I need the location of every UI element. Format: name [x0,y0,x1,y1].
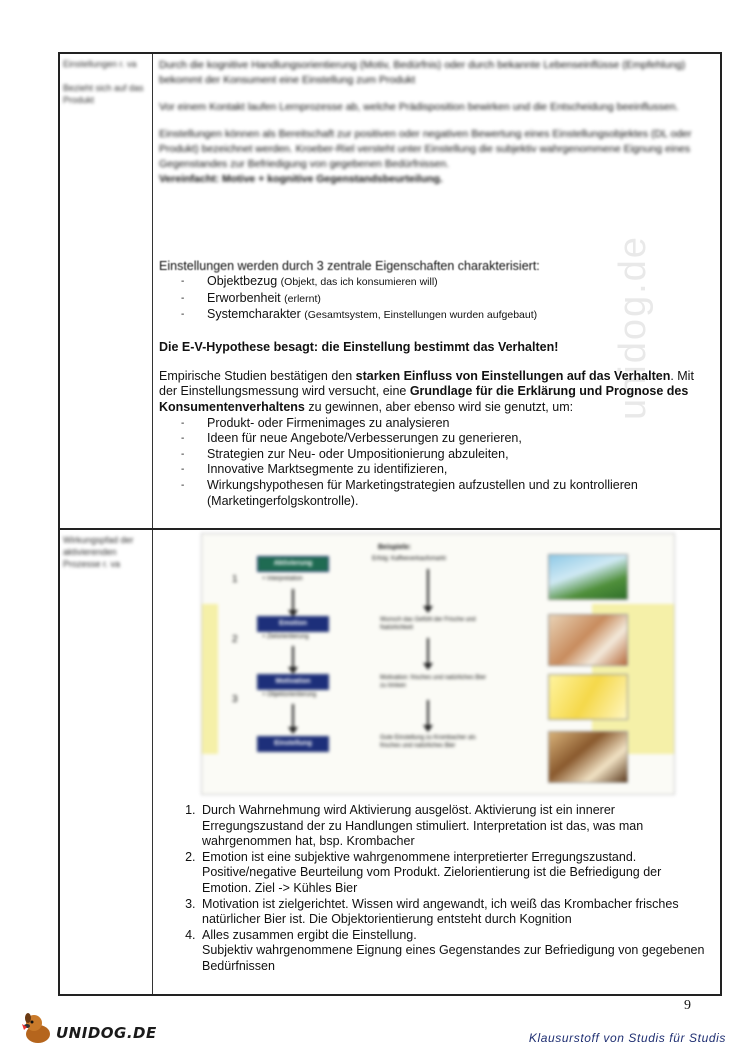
list-item: - Ideen für neue Angebote/Verbesserungen zu generieren, [181,431,714,447]
step-desc: Wunsch das Gefühl der Frische und Natürlichkeit [380,617,476,631]
footer-tagline: Klausurstoff von Studis für Studis [528,1031,726,1045]
text-span: Empirische Studien bestätigen den [159,368,356,383]
list-item [181,291,714,308]
step-number: 1 [232,574,238,585]
properties-list [159,274,714,324]
property-note: (erlernt) [284,292,321,305]
visible-text-block [159,259,714,509]
row-label-cell [60,530,153,994]
list-item: - Innovative Marktsegmente zu identifizieren, [181,462,714,478]
arrow-down-icon [427,700,429,726]
blurred-paragraph-1: Durch die kognitive Handlungsorientierung (Motiv, Bedürfnis) oder durch bekannte Lebenseinflüsse (Empfehlung) bekommt der Konsument eine Einstellung zum Produkt [159,59,686,86]
step-sub: + Objektorientierung [262,692,317,698]
step-desc: Motivation: frisches und natürliches Bier zu trinken [380,675,487,689]
watermark: unidog.de [612,235,654,420]
row-label-cell [60,54,153,530]
diagram-heading: Beispiele: [378,544,412,551]
footer-logo [20,1012,160,1046]
list-item: 2. Emotion ist eine subjektive wahrgenommene interpretierter Erregungszustand. Positive/negative Beurteilung vom Produkt. Zielorientierung ist die Befriedigung der Emotion. Ziel -> Kühles Bier [199,850,710,897]
wirkungspfad-diagram [201,533,675,795]
bold-span: Grundlage für die Erklärung und Prognose des Konsumentenverhaltens [159,384,689,414]
highlight-band [202,604,218,754]
step-number: 2 [232,634,238,645]
blurred-text-block [153,54,720,263]
arrow-down-icon [292,589,294,611]
step-number: 3 [232,694,238,705]
logo-text: UNIDOG.DE [56,1024,157,1042]
step-sub: + Zielorientierung [262,634,309,640]
table-row-einstellungen [58,52,722,530]
property-name: Erworbenheit [207,290,281,305]
list-item: - Wirkungshypothesen für Marketingstrategien aufzustellen und zu kontrollieren (Marketingerfolgskontrolle). [181,478,714,509]
text-span: zu gewinnen, aber ebenso wird sie genutzt, um: [304,399,574,414]
diagram-subheading: Erfolg: Kaffeeverkaufsmarkt [372,556,446,562]
step-sub: + Interpretation [262,576,303,582]
row-content-cell [153,530,720,994]
arrow-down-icon [427,638,429,664]
step-box-aktivierung: Aktivierung [257,556,329,572]
property-name: Objektbezug [207,274,278,288]
table-row-wirkungspfad [58,528,722,996]
properties-intro: Einstellungen werden durch 3 zentrale Eigenschaften charakterisiert: [159,259,540,273]
uses-list [159,416,714,510]
beer-ad-image [548,674,628,720]
blurred-paragraph-4: Vereinfacht: Motive + kognitive Gegenstandsbeurteilung. [159,173,443,185]
row-label: Einstellungen r. va Bezieht sich auf das Produkt [63,59,144,105]
row-label: Wirkungspfad der aktivierenden Prozesse r. va [63,535,134,569]
list-item: - Produkt- oder Firmenimages zu analysieren [181,416,714,432]
list-item: 3. Motivation ist zielgerichtet. Wissen wird angewandt, ich weiß das Krombacher frisches natürlicher Bier ist. Die Objektorientierung entsteht durch Kognition [199,897,710,928]
beer-ad-image [548,554,628,600]
step-box-motivation: Motivation [257,674,329,690]
arrow-down-icon [292,704,294,728]
ev-hypothesis: Die E-V-Hypothese besagt: die Einstellung bestimmt das Verhalten! [159,339,559,354]
step-box-einstellung: Einstellung [257,736,329,752]
property-note: (Objekt, das ich konsumieren will) [280,276,438,288]
blurred-paragraph-3: Einstellungen können als Bereitschaft zur positiven oder negativen Bewertung eines Einstellungsobjektes (DL oder Produkt) bezeichnet werden. Kroeber-Riel versteht unter Einstellung die subjektiv wahrgenommene Eignung eines Gegenstandes zur Befriedigung von gegebenen Bedürfnissen. [159,128,692,170]
arrow-down-icon [427,569,429,607]
property-name: Systemcharakter [207,307,301,322]
list-item: 1. Durch Wahrnehmung wird Aktivierung ausgelöst. Aktivierung ist ein innerer Erregungszustand der zu Handlungen stimuliert. Interpretation ist das, was man wahrgenommen hat, bsp. Krombacher [199,803,710,850]
blurred-paragraph-2: Vor einem Kontakt laufen Lernprozesse ab, welche Prädisposition bewirken und die Entscheidung beeinflussen. [159,101,679,113]
step-box-emotion: Emotion [257,616,329,632]
property-note: (Gesamtsystem, Einstellungen wurden aufgebaut) [304,309,538,322]
list-item: 4. Alles zusammen ergibt die Einstellung. Subjektiv wahrgenommene Eignung eines Gegenstandes zur Befriedigung von gegebenen Bedürfnissen [199,928,710,975]
empirical-paragraph [159,369,714,416]
row-content-cell [153,54,720,530]
page-number: 9 [684,998,691,1013]
text-span: . Mit der Einstellungsmessung wird versucht, eine [159,368,694,399]
step-desc: Gute Einstellung zu Krombacher als frisches und natürliches Bier [380,735,476,749]
dog-mascot-icon [20,1012,56,1046]
arrow-down-icon [292,646,294,668]
bold-span: starken Einfluss von Einstellungen auf das Verhalten [355,368,671,383]
list-item [181,307,714,324]
beer-ad-image [548,614,628,666]
list-item: - Strategien zur Neu- oder Umpositionierung abzuleiten, [181,447,714,463]
beer-ad-image [548,731,628,783]
list-item [181,274,714,291]
wirkungspfad-list [153,803,710,975]
